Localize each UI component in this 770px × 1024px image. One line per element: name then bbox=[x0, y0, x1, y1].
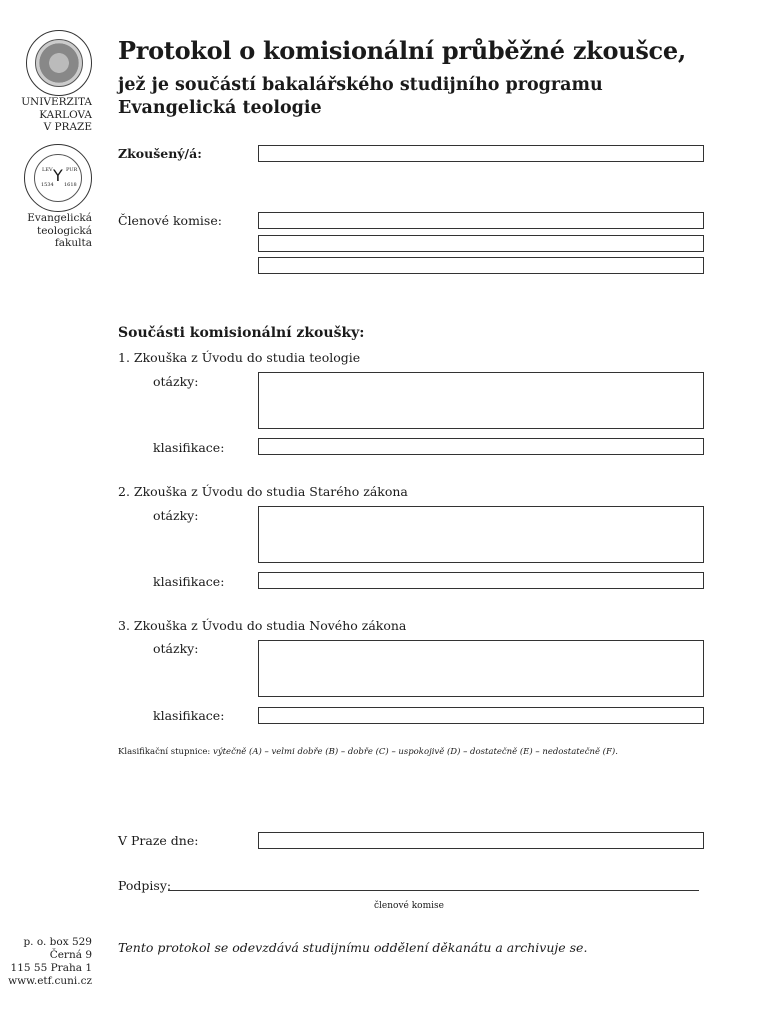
grade-label: klasifikace: bbox=[153, 574, 225, 589]
examinee-field[interactable] bbox=[258, 145, 704, 162]
examinee-label: Zkoušený/á: bbox=[118, 146, 202, 161]
faculty-name bbox=[27, 212, 92, 250]
date-label: V Praze dne: bbox=[118, 833, 199, 848]
document-title: Protokol o komisionální průběžné zkoušce, bbox=[118, 36, 686, 65]
exam-title: 1. Zkouška z Úvodu do studia teologie bbox=[118, 350, 361, 365]
questions-label: otázky: bbox=[153, 641, 199, 656]
faculty-name-line: Evangelická bbox=[27, 212, 92, 224]
grade-field[interactable] bbox=[258, 572, 704, 589]
university-name-line: V PRAZE bbox=[43, 121, 92, 133]
faculty-name-line: fakulta bbox=[54, 237, 92, 249]
document-subtitle: jež je součástí bakalářského studijního programu bbox=[118, 75, 603, 95]
grade-field[interactable] bbox=[258, 438, 704, 455]
faculty-seal-chalice-icon: Y bbox=[53, 166, 63, 185]
footer-note: Tento protokol se odevzdává studijnímu oddělení děkanátu a archivuje se. bbox=[118, 940, 588, 955]
university-name-line: KARLOVA bbox=[39, 108, 92, 121]
date-field[interactable] bbox=[258, 832, 704, 849]
questions-field[interactable] bbox=[258, 372, 704, 429]
grading-scale-note bbox=[118, 747, 618, 757]
university-seal-logo bbox=[26, 30, 92, 96]
committee-member-field[interactable] bbox=[258, 257, 704, 274]
exam-title: 2. Zkouška z Úvodu do studia Starého zákona bbox=[118, 484, 408, 499]
exam-title: 3. Zkouška z Úvodu do studia Nového zákona bbox=[118, 618, 407, 633]
signatures-label: Podpisy: bbox=[118, 878, 172, 893]
questions-label: otázky: bbox=[153, 374, 199, 389]
grading-scale-prefix: Klasifikační stupnice: bbox=[118, 747, 214, 757]
address-line: Černá 9 bbox=[49, 949, 92, 961]
questions-field[interactable] bbox=[258, 506, 704, 563]
faculty-seal-text: 1618 bbox=[64, 182, 77, 188]
grade-field[interactable] bbox=[258, 707, 704, 724]
committee-member-field[interactable] bbox=[258, 235, 704, 252]
program-name: Evangelická teologie bbox=[118, 98, 322, 118]
faculty-name-line: teologická bbox=[36, 224, 92, 237]
university-seal-inner-ring bbox=[35, 39, 83, 87]
committee-label: Členové komise: bbox=[118, 213, 222, 228]
website-link[interactable]: www.etf.cuni.cz bbox=[8, 975, 92, 987]
signatures-line[interactable] bbox=[168, 890, 699, 891]
components-heading: Součásti komisionální zkoušky: bbox=[118, 325, 365, 341]
address-line: p. o. box 529 bbox=[23, 936, 92, 948]
grade-label: klasifikace: bbox=[153, 708, 225, 723]
questions-label: otázky: bbox=[153, 508, 199, 523]
faculty-seal-text: 1534 bbox=[41, 182, 54, 188]
grade-label: klasifikace: bbox=[153, 440, 225, 455]
university-name-line: UNIVERZITA bbox=[21, 96, 92, 108]
university-name bbox=[21, 96, 92, 134]
faculty-seal-logo bbox=[24, 144, 92, 212]
questions-field[interactable] bbox=[258, 640, 704, 697]
faculty-seal-text: PUR bbox=[66, 167, 78, 173]
signatures-caption: členové komise bbox=[374, 901, 444, 911]
grading-scale-values: výtečně (A) – velmi dobře (B) – dobře (C) – uspokojivě (D) – dostatečně (E) – nedostatečně (F). bbox=[213, 747, 618, 757]
faculty-address bbox=[8, 936, 92, 988]
address-line: 115 55 Praha 1 bbox=[10, 962, 92, 974]
faculty-seal-text: LEV bbox=[42, 167, 53, 173]
committee-member-field[interactable] bbox=[258, 212, 704, 229]
